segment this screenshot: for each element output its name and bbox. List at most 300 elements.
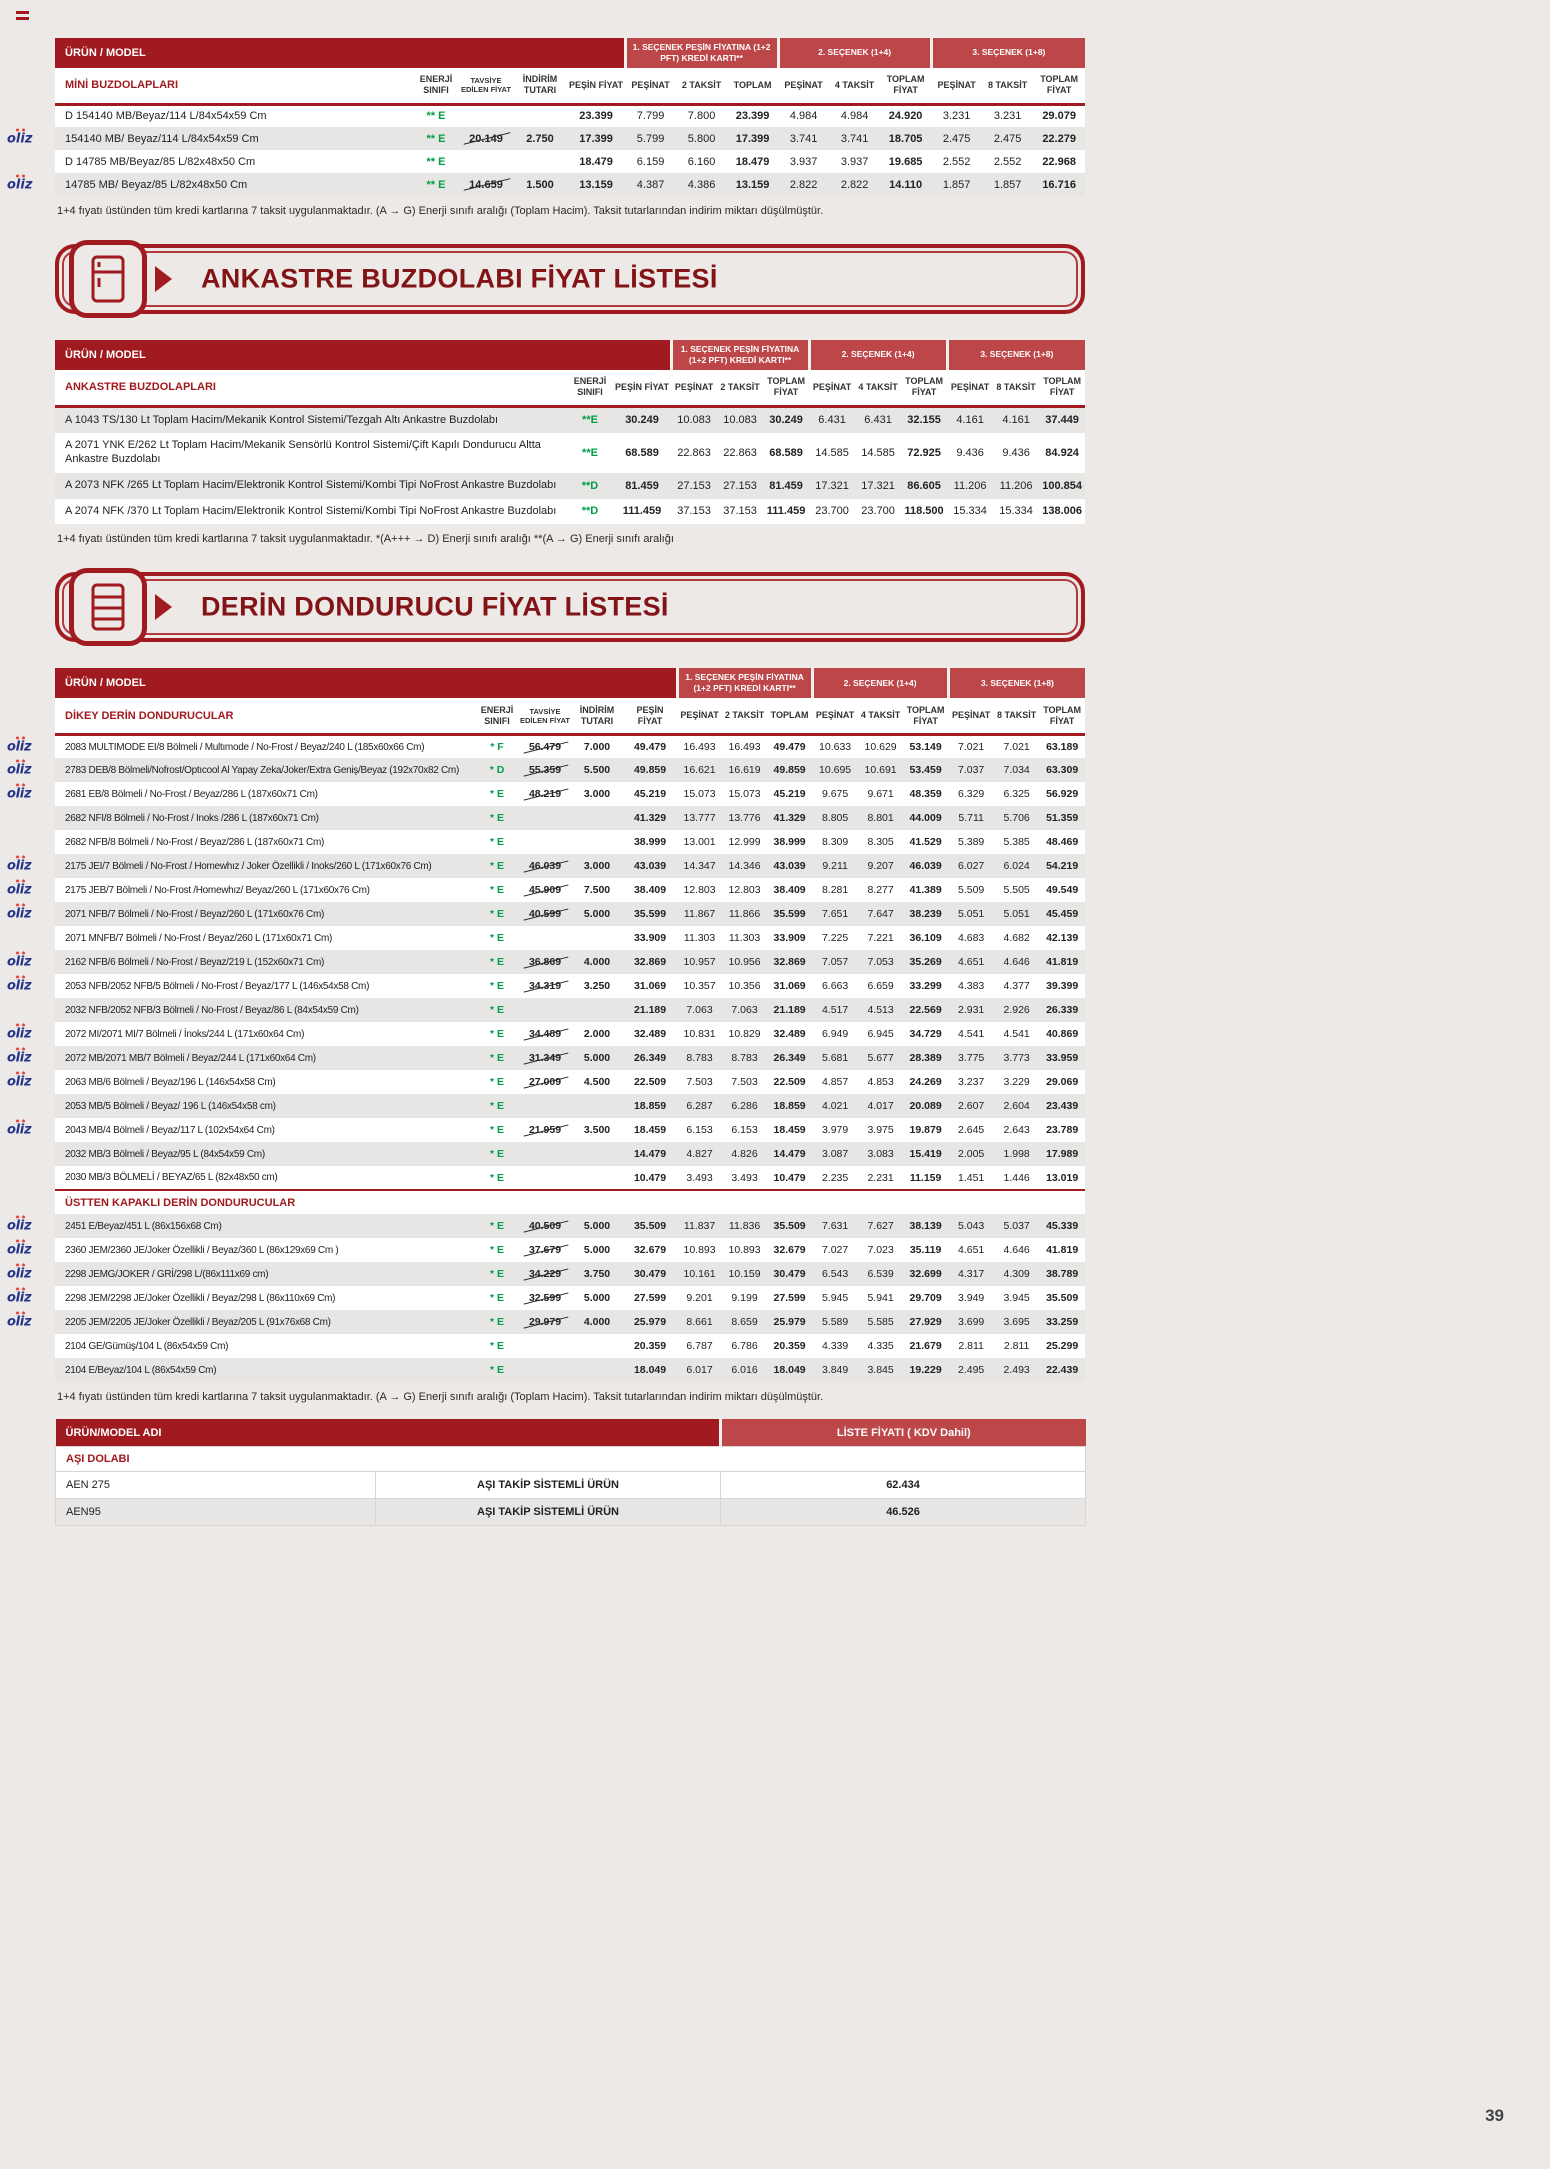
arrow-right-icon <box>155 594 172 620</box>
installment-cell: 5.389 <box>948 830 994 854</box>
installment-cell: 2.822 <box>778 173 829 196</box>
installment-cell: 3.231 <box>982 104 1033 127</box>
installment-cell: 29.079 <box>1033 104 1085 127</box>
asi-section-row <box>56 1446 1086 1471</box>
installment-cell: 4.984 <box>829 104 880 127</box>
product-row <box>55 1334 1085 1358</box>
installment-cell: 11.206 <box>993 473 1039 499</box>
cash-price-cell: 32.489 <box>623 1022 677 1046</box>
installment-cell: 30.479 <box>767 1262 812 1286</box>
installment-cell: 23.789 <box>1039 1118 1085 1142</box>
installment-cell: 111.459 <box>763 499 809 525</box>
oliz-logo: oliz <box>7 882 32 898</box>
installment-cell: 2.475 <box>931 127 982 150</box>
installment-cell: 11.837 <box>677 1214 722 1238</box>
installment-cell: 26.349 <box>767 1046 812 1070</box>
installment-cell: 4.335 <box>858 1334 903 1358</box>
energy-class-cell: ** E <box>413 173 459 196</box>
installment-cell: 11.836 <box>722 1214 767 1238</box>
installment-cell: 8.661 <box>677 1310 722 1334</box>
cash-price-cell: 33.909 <box>623 926 677 950</box>
installment-cell: 2.493 <box>994 1358 1039 1382</box>
installment-cell: 22.509 <box>767 1070 812 1094</box>
installment-cell: 2.475 <box>982 127 1033 150</box>
installment-cell: 2.005 <box>948 1142 994 1166</box>
installment-cell: 10.357 <box>677 974 722 998</box>
discount-cell: 3.500 <box>571 1118 623 1142</box>
installment-cell: 37.153 <box>671 499 717 525</box>
model-cell: A 2074 NFK /370 Lt Toplam Hacim/Elektronik Kontrol Sistemi/Kombi Tipi NoFrost Ankastre Buzdolabı <box>55 499 567 525</box>
installment-cell: 2.552 <box>982 150 1033 173</box>
installment-cell: 18.049 <box>767 1358 812 1382</box>
cash-price-cell: 41.329 <box>623 806 677 830</box>
installment-cell: 5.681 <box>812 1046 858 1070</box>
discount-cell <box>571 830 623 854</box>
installment-cell: 6.027 <box>948 854 994 878</box>
discount-cell <box>513 104 567 127</box>
product-row <box>55 830 1085 854</box>
installment-cell: 19.879 <box>903 1118 948 1142</box>
total-header: TOPLAM FİYAT <box>763 370 809 406</box>
installment-cell: 17.321 <box>855 473 901 499</box>
product-row <box>55 1118 1085 1142</box>
installment-cell: 44.009 <box>903 806 948 830</box>
installment-cell: 8.801 <box>858 806 903 830</box>
installment-cell: 9.199 <box>722 1286 767 1310</box>
installment-cell: 7.647 <box>858 902 903 926</box>
model-cell: oliz 2360 JEM/2360 JE/Joker Özellikli / Beyaz/360 L (86x129x69 Cm ) <box>55 1238 475 1262</box>
installment-cell: 27.153 <box>717 473 763 499</box>
recommended-price-cell: 21.959 <box>519 1118 571 1142</box>
installment-cell: 7.034 <box>994 758 1039 782</box>
installment-cell: 33.299 <box>903 974 948 998</box>
product-row <box>55 1166 1085 1190</box>
installment-cell: 38.409 <box>767 878 812 902</box>
installment-cell: 3.231 <box>931 104 982 127</box>
installment-cell: 4.853 <box>858 1070 903 1094</box>
product-row <box>55 1022 1085 1046</box>
installment-cell: 4.646 <box>994 950 1039 974</box>
installment-cell: 5.051 <box>994 902 1039 926</box>
energy-class-cell: * E <box>475 1166 519 1190</box>
installment-cell: 13.777 <box>677 806 722 830</box>
installment-cell: 11.867 <box>677 902 722 926</box>
installment-cell: 3.949 <box>948 1286 994 1310</box>
oliz-logo: oliz <box>7 1242 32 1258</box>
product-row <box>55 806 1085 830</box>
installment-cell: 28.389 <box>903 1046 948 1070</box>
installment-cell: 2.822 <box>829 173 880 196</box>
installment-cell: 23.700 <box>855 499 901 525</box>
product-row <box>55 499 1085 525</box>
installment-cell: 49.479 <box>767 734 812 758</box>
product-row <box>55 1358 1085 1382</box>
oliz-logo: oliz <box>7 1314 32 1330</box>
installment-cell: 4.017 <box>858 1094 903 1118</box>
installment-cell: 6.431 <box>855 406 901 433</box>
cash-price-cell: 18.859 <box>623 1094 677 1118</box>
derin-table-head <box>55 668 1085 734</box>
installment-cell: 6.539 <box>858 1262 903 1286</box>
energy-class-cell: * E <box>475 902 519 926</box>
energy-class-cell: * E <box>475 1286 519 1310</box>
cash-price-cell: 10.479 <box>623 1166 677 1190</box>
discount-cell: 5.000 <box>571 1238 623 1262</box>
recommended-price-header: TAVSİYE EDİLEN FİYAT <box>519 698 571 734</box>
cash-price-cell: 21.189 <box>623 998 677 1022</box>
installment-cell: 10.629 <box>858 734 903 758</box>
oliz-logo: oliz <box>7 1074 32 1090</box>
cash-price-cell: 45.219 <box>623 782 677 806</box>
installment-cell: 7.225 <box>812 926 858 950</box>
installment-cell: 16.493 <box>722 734 767 758</box>
cash-price-header: PEŞİN FİYAT <box>567 68 625 104</box>
recommended-price-cell <box>519 1358 571 1382</box>
recommended-price-cell: 34.489 <box>519 1022 571 1046</box>
urun-model-header: ÜRÜN / MODEL <box>55 340 671 370</box>
installment-cell: 3.741 <box>829 127 880 150</box>
energy-class-header: ENERJİ SINIFI <box>567 370 613 406</box>
installment-cell: 86.605 <box>901 473 947 499</box>
installment-cell: 49.549 <box>1039 878 1085 902</box>
downpayment-header: PEŞİNAT <box>931 68 982 104</box>
energy-class-cell: * E <box>475 1094 519 1118</box>
mini-footnote: 1+4 fıyatı üstünden tüm kredi kartlarına 7 taksit uygulanmaktadır. (A → G) Enerji sınıfı aralığı (Toplam Hacim). Taksit tutarlarından indirim miktarı düşülmüştür. <box>57 205 824 217</box>
installment-cell: 46.039 <box>903 854 948 878</box>
installment-cell: 6.159 <box>625 150 676 173</box>
installment-cell: 32.699 <box>903 1262 948 1286</box>
discount-cell: 5.500 <box>571 758 623 782</box>
installment-cell: 10.159 <box>722 1262 767 1286</box>
model-cell: oliz 154140 MB/ Beyaz/114 L/84x54x59 Cm <box>55 127 413 150</box>
cash-price-header: PEŞİN FİYAT <box>623 698 677 734</box>
product-row <box>55 1238 1085 1262</box>
product-row <box>55 1094 1085 1118</box>
mini-fridge-table <box>7 38 1085 196</box>
installment-cell: 32.489 <box>767 1022 812 1046</box>
recommended-price-cell: 48.219 <box>519 782 571 806</box>
installment-cell: 35.599 <box>767 902 812 926</box>
installment-cell: 4.541 <box>948 1022 994 1046</box>
installment-cell: 23.399 <box>727 104 778 127</box>
installment-cell: 15.334 <box>947 499 993 525</box>
installment-cell: 7.503 <box>722 1070 767 1094</box>
installment-cell: 2.931 <box>948 998 994 1022</box>
installment-cell: 33.909 <box>767 926 812 950</box>
installment-cell: 1.446 <box>994 1166 1039 1190</box>
installment-cell: 4.651 <box>948 950 994 974</box>
installment-cell: 19.229 <box>903 1358 948 1382</box>
model-cell: oliz 2298 JEMG/JOKER / GRİ/298 L/(86x111x69 cm) <box>55 1262 475 1286</box>
installment4-header: 4 TAKSİT <box>829 68 880 104</box>
cash-price-header: PEŞİN FİYAT <box>613 370 671 406</box>
installment-cell: 4.339 <box>812 1334 858 1358</box>
description-cell: AŞI TAKİP SİSTEMLİ ÜRÜN <box>376 1471 721 1498</box>
installment-cell: 16.716 <box>1033 173 1085 196</box>
installment-cell: 18.705 <box>880 127 931 150</box>
ankastre-table-body <box>55 406 1085 524</box>
total-price-header: TOPLAM FİYAT <box>1033 68 1085 104</box>
cash-price-cell: 31.069 <box>623 974 677 998</box>
installment-cell: 40.869 <box>1039 1022 1085 1046</box>
downpayment-header: PEŞİNAT <box>947 370 993 406</box>
installment-cell: 41.389 <box>903 878 948 902</box>
model-cell: 2104 E/Beyaz/104 L (86x54x59 Cm) <box>55 1358 475 1382</box>
model-cell: 2071 MNFB/7 Bölmeli / No-Frost / Beyaz/260 L (171x60x71 Cm) <box>55 926 475 950</box>
installment-cell: 7.057 <box>812 950 858 974</box>
installment-cell: 6.949 <box>812 1022 858 1046</box>
installment-cell: 4.309 <box>994 1262 1039 1286</box>
installment-cell: 10.956 <box>722 950 767 974</box>
model-cell: oliz 2072 MI/2071 MI/7 Bölmeli / İnoks/244 L (171x60x64 Cm) <box>55 1022 475 1046</box>
list-price-cell: 46.526 <box>721 1498 1086 1525</box>
product-row <box>55 127 1085 150</box>
energy-class-cell: ** E <box>413 104 459 127</box>
product-row <box>55 878 1085 902</box>
cash-price-cell: 18.049 <box>623 1358 677 1382</box>
cash-price-cell: 27.599 <box>623 1286 677 1310</box>
installment-cell: 11.303 <box>677 926 722 950</box>
installment-cell: 6.663 <box>812 974 858 998</box>
energy-class-cell: * E <box>475 1262 519 1286</box>
installment-cell: 5.037 <box>994 1214 1039 1238</box>
corner-menu-icon <box>16 11 29 20</box>
installment-cell: 2.811 <box>994 1334 1039 1358</box>
recommended-price-cell <box>519 1334 571 1358</box>
installment-cell: 22.439 <box>1039 1358 1085 1382</box>
discount-cell: 5.000 <box>571 1046 623 1070</box>
installment-cell: 34.729 <box>903 1022 948 1046</box>
installment-cell: 15.334 <box>993 499 1039 525</box>
recommended-price-cell: 45.909 <box>519 878 571 902</box>
oliz-logo: oliz <box>7 906 32 922</box>
total-header: TOPLAM <box>767 698 812 734</box>
model-code-cell: AEN95 <box>56 1498 376 1525</box>
installment-cell: 1.998 <box>994 1142 1039 1166</box>
downpayment-header: PEŞİNAT <box>625 68 676 104</box>
installment-cell: 10.691 <box>858 758 903 782</box>
installment-cell: 6.543 <box>812 1262 858 1286</box>
cash-price-cell: 18.479 <box>567 150 625 173</box>
energy-class-cell: * E <box>475 1070 519 1094</box>
model-cell: D 14785 MB/Beyaz/85 L/82x48x50 Cm <box>55 150 413 173</box>
downpayment-header: PEŞİNAT <box>809 370 855 406</box>
installment-cell: 10.893 <box>722 1238 767 1262</box>
recommended-price-cell <box>519 830 571 854</box>
product-row <box>55 782 1085 806</box>
installment-cell: 14.110 <box>880 173 931 196</box>
installment-cell: 5.677 <box>858 1046 903 1070</box>
installment-cell: 14.347 <box>677 854 722 878</box>
cash-price-cell: 32.869 <box>623 950 677 974</box>
oliz-logo: oliz <box>7 1026 32 1042</box>
installment-cell: 51.359 <box>1039 806 1085 830</box>
installment-cell: 53.149 <box>903 734 948 758</box>
option1-group-header: 1. SEÇENEK PEŞİN FİYATINA (1+2 PFT) KREDİ KARTI** <box>671 340 809 370</box>
energy-class-cell: * E <box>475 1238 519 1262</box>
group-header-row <box>55 38 1085 68</box>
installment-cell: 29.069 <box>1039 1070 1085 1094</box>
cash-price-cell: 17.399 <box>567 127 625 150</box>
installment-cell: 138.006 <box>1039 499 1085 525</box>
cash-price-cell: 111.459 <box>613 499 671 525</box>
installment-cell: 3.775 <box>948 1046 994 1070</box>
product-row <box>55 902 1085 926</box>
installment-cell: 10.479 <box>767 1166 812 1190</box>
installment-cell: 10.957 <box>677 950 722 974</box>
installment-cell: 4.161 <box>947 406 993 433</box>
installment-cell: 8.305 <box>858 830 903 854</box>
installment-cell: 22.968 <box>1033 150 1085 173</box>
installment-cell: 7.631 <box>812 1214 858 1238</box>
urun-model-adi-header: ÜRÜN/MODEL ADI <box>56 1419 721 1446</box>
total-price-header: TOPLAM FİYAT <box>901 370 947 406</box>
installment-cell: 1.857 <box>931 173 982 196</box>
option3-group-header: 3. SEÇENEK (1+8) <box>948 668 1085 698</box>
model-cell: oliz 2783 DEB/8 Bölmeli/Nofrost/Optıcool Al Yapay Zeka/Joker/Extra Geniş/Beyaz (192x70x82 Cm) <box>55 758 475 782</box>
cash-price-cell: 49.479 <box>623 734 677 758</box>
ankastre-table <box>55 340 1085 524</box>
discount-header: İNDİRİM TUTARI <box>513 68 567 104</box>
installment-cell: 15.419 <box>903 1142 948 1166</box>
installment2-header: 2 TAKSİT <box>676 68 727 104</box>
recommended-price-cell: 46.039 <box>519 854 571 878</box>
model-cell: oliz 2451 E/Beyaz/451 L (86x156x68 Cm) <box>55 1214 475 1238</box>
installment-cell: 4.826 <box>722 1142 767 1166</box>
oliz-logo: oliz <box>7 131 33 146</box>
installment-cell: 41.329 <box>767 806 812 830</box>
installment-cell: 118.500 <box>901 499 947 525</box>
product-row <box>55 406 1085 433</box>
group-header-row <box>55 668 1085 698</box>
installment-cell: 11.159 <box>903 1166 948 1190</box>
installment-cell: 6.787 <box>677 1334 722 1358</box>
installment-cell: 6.325 <box>994 782 1039 806</box>
option2-group-header: 2. SEÇENEK (1+4) <box>812 668 948 698</box>
vaccine-cabinet-row <box>56 1471 1086 1498</box>
installment-cell: 7.037 <box>948 758 994 782</box>
recommended-price-cell <box>519 1166 571 1190</box>
oliz-logo: oliz <box>7 858 32 874</box>
cash-price-cell: 13.159 <box>567 173 625 196</box>
cash-price-cell: 22.509 <box>623 1070 677 1094</box>
installment-cell: 14.585 <box>855 433 901 473</box>
installment-cell: 6.786 <box>722 1334 767 1358</box>
model-cell: 2032 MB/3 Bölmeli / Beyaz/95 L (84x54x59 Cm) <box>55 1142 475 1166</box>
list-price-cell: 62.434 <box>721 1471 1086 1498</box>
installment-cell: 3.699 <box>948 1310 994 1334</box>
installment-cell: 9.207 <box>858 854 903 878</box>
recommended-price-cell: 56.479 <box>519 734 571 758</box>
product-row <box>55 974 1085 998</box>
installment-cell: 16.619 <box>722 758 767 782</box>
discount-cell: 5.000 <box>571 1286 623 1310</box>
discount-cell <box>571 1166 623 1190</box>
installment-cell: 2.552 <box>931 150 982 173</box>
total-price-header: TOPLAM FİYAT <box>880 68 931 104</box>
ankastre-banner-title: ANKASTRE BUZDOLABI FİYAT LİSTESİ <box>201 263 718 294</box>
installment-cell: 72.925 <box>901 433 947 473</box>
installment-cell: 3.845 <box>858 1358 903 1382</box>
installment-cell: 17.321 <box>809 473 855 499</box>
energy-class-cell: * E <box>475 1214 519 1238</box>
model-cell: oliz 2162 NFB/6 Bölmeli / No-Frost / Beyaz/219 L (152x60x71 Cm) <box>55 950 475 974</box>
installment-cell: 3.087 <box>812 1142 858 1166</box>
installment-cell: 12.803 <box>722 878 767 902</box>
installment-cell: 22.863 <box>671 433 717 473</box>
model-cell: oliz 2205 JEM/2205 JE/Joker Özellikli / Beyaz/205 L (91x76x68 Cm) <box>55 1310 475 1334</box>
model-cell: oliz 2072 MB/2071 MB/7 Bölmeli / Beyaz/244 L (171x60x64 Cm) <box>55 1046 475 1070</box>
installment-cell: 11.206 <box>947 473 993 499</box>
installment-cell: 4.513 <box>858 998 903 1022</box>
installment-cell: 9.671 <box>858 782 903 806</box>
installment-cell: 5.509 <box>948 878 994 902</box>
installment-cell: 10.829 <box>722 1022 767 1046</box>
installment-cell: 4.857 <box>812 1070 858 1094</box>
energy-class-cell: ** E <box>413 150 459 173</box>
installment-cell: 5.589 <box>812 1310 858 1334</box>
installment-cell: 7.021 <box>994 734 1039 758</box>
installment-cell: 42.139 <box>1039 926 1085 950</box>
table-section-title: DİKEY DERİN DONDURUCULAR <box>55 698 475 734</box>
installment-cell: 18.859 <box>767 1094 812 1118</box>
recommended-price-cell: 34.229 <box>519 1262 571 1286</box>
installment-cell: 3.773 <box>994 1046 1039 1070</box>
table-section-title: MİNİ BUZDOLAPLARI <box>55 68 413 104</box>
installment2-header: 2 TAKSİT <box>722 698 767 734</box>
downpayment-header: PEŞİNAT <box>778 68 829 104</box>
installment-cell: 2.926 <box>994 998 1039 1022</box>
recommended-price-cell <box>519 998 571 1022</box>
option1-group-header: 1. SEÇENEK PEŞİN FİYATINA (1+2 PFT) KREDİ KARTI** <box>677 668 812 698</box>
urun-model-header: ÜRÜN / MODEL <box>55 38 625 68</box>
energy-class-cell: **D <box>567 473 613 499</box>
discount-cell: 2.000 <box>571 1022 623 1046</box>
discount-cell <box>571 1358 623 1382</box>
installment-cell: 4.984 <box>778 104 829 127</box>
installment-cell: 3.849 <box>812 1358 858 1382</box>
energy-class-cell: * E <box>475 974 519 998</box>
installment-cell: 2.231 <box>858 1166 903 1190</box>
installment-cell: 7.221 <box>858 926 903 950</box>
installment-cell: 3.695 <box>994 1310 1039 1334</box>
installment-cell: 9.675 <box>812 782 858 806</box>
cash-price-cell: 20.359 <box>623 1334 677 1358</box>
product-row <box>55 150 1085 173</box>
vaccine-cabinet-row <box>56 1498 1086 1525</box>
installment-cell: 5.799 <box>625 127 676 150</box>
recommended-price-cell <box>519 926 571 950</box>
installment-cell: 9.436 <box>993 433 1039 473</box>
installment-cell: 25.979 <box>767 1310 812 1334</box>
oliz-logo: oliz <box>7 954 32 970</box>
energy-class-cell: * E <box>475 926 519 950</box>
discount-cell: 3.000 <box>571 782 623 806</box>
installment-cell: 7.027 <box>812 1238 858 1262</box>
product-row <box>55 1262 1085 1286</box>
column-header-row <box>55 68 1085 104</box>
urun-model-header: ÜRÜN / MODEL <box>55 668 677 698</box>
installment-cell: 29.709 <box>903 1286 948 1310</box>
derin-footnote: 1+4 fıyatı üstünden tüm kredi kartlarına 7 taksit uygulanmaktadır. (A → G) Enerji sınıfı aralığı (Toplam Hacim). Taksit tutarlarından indirim miktarı düşülmüştür. <box>57 1391 824 1404</box>
installment-cell: 10.161 <box>677 1262 722 1286</box>
installment-cell: 11.866 <box>722 902 767 926</box>
installment-cell: 20.089 <box>903 1094 948 1118</box>
discount-cell <box>571 1142 623 1166</box>
installment-cell: 8.783 <box>677 1046 722 1070</box>
installment-cell: 68.589 <box>763 433 809 473</box>
installment-cell: 53.459 <box>903 758 948 782</box>
